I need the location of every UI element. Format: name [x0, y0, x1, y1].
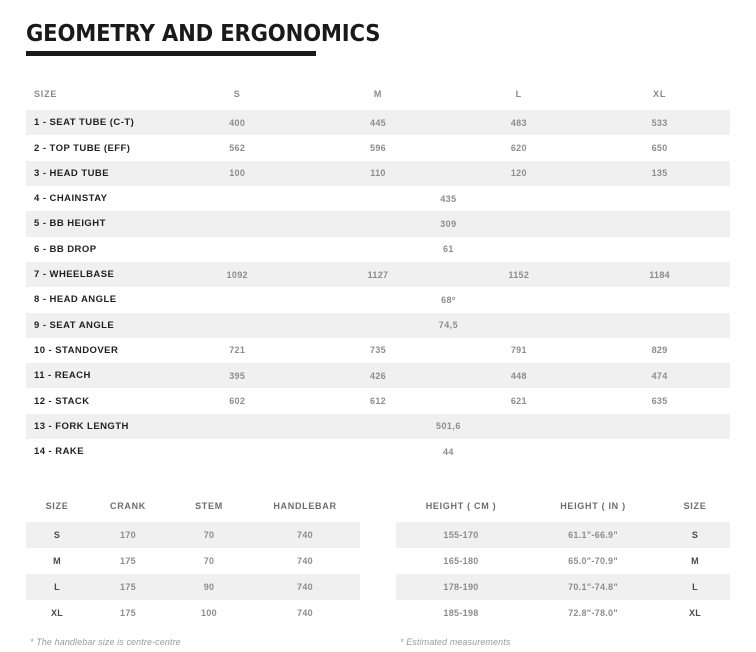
cell-height-cm: 165-180: [396, 548, 526, 574]
page-title-block: [26, 0, 730, 56]
cell-crank: 175: [88, 548, 168, 574]
cell-handlebar: 740: [250, 574, 360, 600]
row-label: 9 - SEAT ANGLE: [26, 313, 167, 338]
geometry-table: [26, 78, 730, 464]
components-table-header-row: [26, 490, 360, 522]
title-underline: [26, 51, 316, 56]
bottom-tables: [26, 490, 730, 626]
table-row: [26, 574, 360, 600]
row-value-l: 791: [448, 338, 589, 363]
row-value-s: 562: [167, 135, 308, 160]
row-value-xl: 829: [589, 338, 730, 363]
table-row: [396, 522, 730, 548]
cell-handlebar: 740: [250, 548, 360, 574]
table-row: [396, 574, 730, 600]
row-value-m: 1127: [308, 262, 449, 287]
table-row: [26, 110, 730, 135]
row-value-l: 483: [448, 110, 589, 135]
cell-crank: 170: [88, 522, 168, 548]
row-value-all: 61: [167, 237, 730, 262]
geometry-column-l: L: [515, 89, 522, 100]
row-value-l: 120: [448, 161, 589, 186]
row-value-s: 602: [167, 388, 308, 413]
table-row: [26, 600, 360, 626]
cell-stem: 70: [168, 522, 250, 548]
table-row: [26, 237, 730, 262]
cell-height-in: 61.1"-66.9": [526, 522, 660, 548]
row-value-l: 1152: [448, 262, 589, 287]
row-value-xl: 635: [589, 388, 730, 413]
row-value-m: 445: [308, 110, 449, 135]
cell-handlebar: 740: [250, 522, 360, 548]
table-row: [26, 287, 730, 312]
row-value-all: 74,5: [167, 313, 730, 338]
cell-stem: 90: [168, 574, 250, 600]
cell-size: L: [660, 574, 730, 600]
row-label: 1 - SEAT TUBE (C-T): [26, 110, 167, 135]
row-value-xl: 533: [589, 110, 730, 135]
cell-size: S: [660, 522, 730, 548]
components-table: [26, 490, 360, 626]
geometry-column-xl: XL: [653, 89, 667, 100]
table-row: [26, 338, 730, 363]
row-label: 12 - STACK: [26, 388, 167, 413]
cell-size: L: [26, 574, 88, 600]
cell-height-in: 70.1"-74.8": [526, 574, 660, 600]
components-footnote: * The handlebar size is centre-centre: [30, 637, 181, 648]
cell-height-cm: 185-198: [396, 600, 526, 626]
cell-crank: 175: [88, 574, 168, 600]
footnotes: [26, 637, 730, 647]
components-column-crank: CRANK: [110, 501, 146, 512]
cell-handlebar: 740: [250, 600, 360, 626]
table-row: [396, 600, 730, 626]
cell-size: M: [660, 548, 730, 574]
geometry-table-body: [26, 110, 730, 464]
row-label: 6 - BB DROP: [26, 237, 167, 262]
table-row: [26, 522, 360, 548]
table-row: [26, 135, 730, 160]
table-row: [26, 363, 730, 388]
row-value-all: 44: [167, 439, 730, 464]
sizing-column-size: SIZE: [683, 501, 707, 512]
row-value-m: 735: [308, 338, 449, 363]
table-row: [26, 161, 730, 186]
row-label: 13 - FORK LENGTH: [26, 414, 167, 439]
sizing-table-body: [396, 522, 730, 626]
cell-stem: 70: [168, 548, 250, 574]
cell-size: S: [26, 522, 88, 548]
row-value-all: 309: [167, 211, 730, 236]
page-title: GEOMETRY AND ERGONOMICS: [26, 21, 381, 47]
components-column-stem: STEM: [195, 501, 223, 512]
cell-stem: 100: [168, 600, 250, 626]
cell-height-in: 72.8"-78.0": [526, 600, 660, 626]
cell-size: XL: [660, 600, 730, 626]
cell-height-in: 65.0"-70.9": [526, 548, 660, 574]
table-row: [26, 548, 360, 574]
row-value-m: 612: [308, 388, 449, 413]
table-row: [26, 414, 730, 439]
components-column-size: SIZE: [45, 501, 69, 512]
row-value-xl: 650: [589, 135, 730, 160]
row-label: 14 - RAKE: [26, 439, 167, 464]
components-table-body: [26, 522, 360, 626]
table-row: [396, 548, 730, 574]
table-row: [26, 211, 730, 236]
row-label: 5 - BB HEIGHT: [26, 211, 167, 236]
table-row: [26, 186, 730, 211]
row-label: 7 - WHEELBASE: [26, 262, 167, 287]
row-value-all: 435: [167, 186, 730, 211]
cell-height-cm: 155-170: [396, 522, 526, 548]
row-value-s: 721: [167, 338, 308, 363]
row-value-s: 395: [167, 363, 308, 388]
sizing-footnote: * Estimated measurements: [400, 637, 511, 648]
row-value-xl: 135: [589, 161, 730, 186]
cell-size: XL: [26, 600, 88, 626]
row-value-m: 596: [308, 135, 449, 160]
table-row: [26, 388, 730, 413]
row-value-s: 100: [167, 161, 308, 186]
sizing-table: [396, 490, 730, 626]
geometry-table-header-row: [26, 78, 730, 110]
table-row: [26, 262, 730, 287]
cell-size: M: [26, 548, 88, 574]
row-label: 10 - STANDOVER: [26, 338, 167, 363]
row-value-s: 1092: [167, 262, 308, 287]
table-row: [26, 313, 730, 338]
geometry-column-s: S: [233, 89, 241, 100]
sizing-column-height-cm: HEIGHT ( CM ): [425, 501, 497, 512]
row-value-s: 400: [167, 110, 308, 135]
components-column-handlebar: HANDLEBAR: [273, 501, 337, 512]
row-label: 4 - CHAINSTAY: [26, 186, 167, 211]
sizing-table-header-row: [396, 490, 730, 522]
cell-height-cm: 178-190: [396, 574, 526, 600]
geometry-column-size: SIZE: [34, 89, 58, 100]
row-value-xl: 474: [589, 363, 730, 388]
row-value-l: 621: [448, 388, 589, 413]
row-value-m: 110: [308, 161, 449, 186]
row-value-l: 620: [448, 135, 589, 160]
row-label: 3 - HEAD TUBE: [26, 161, 167, 186]
cell-crank: 175: [88, 600, 168, 626]
row-label: 2 - TOP TUBE (EFF): [26, 135, 167, 160]
table-row: [26, 439, 730, 464]
row-value-all: 68º: [167, 287, 730, 312]
row-label: 11 - REACH: [26, 363, 167, 388]
row-label: 8 - HEAD ANGLE: [26, 287, 167, 312]
row-value-xl: 1184: [589, 262, 730, 287]
row-value-l: 448: [448, 363, 589, 388]
geometry-column-m: M: [373, 89, 383, 100]
row-value-m: 426: [308, 363, 449, 388]
row-value-all: 501,6: [167, 414, 730, 439]
sizing-column-height-in: HEIGHT ( IN ): [560, 501, 626, 512]
